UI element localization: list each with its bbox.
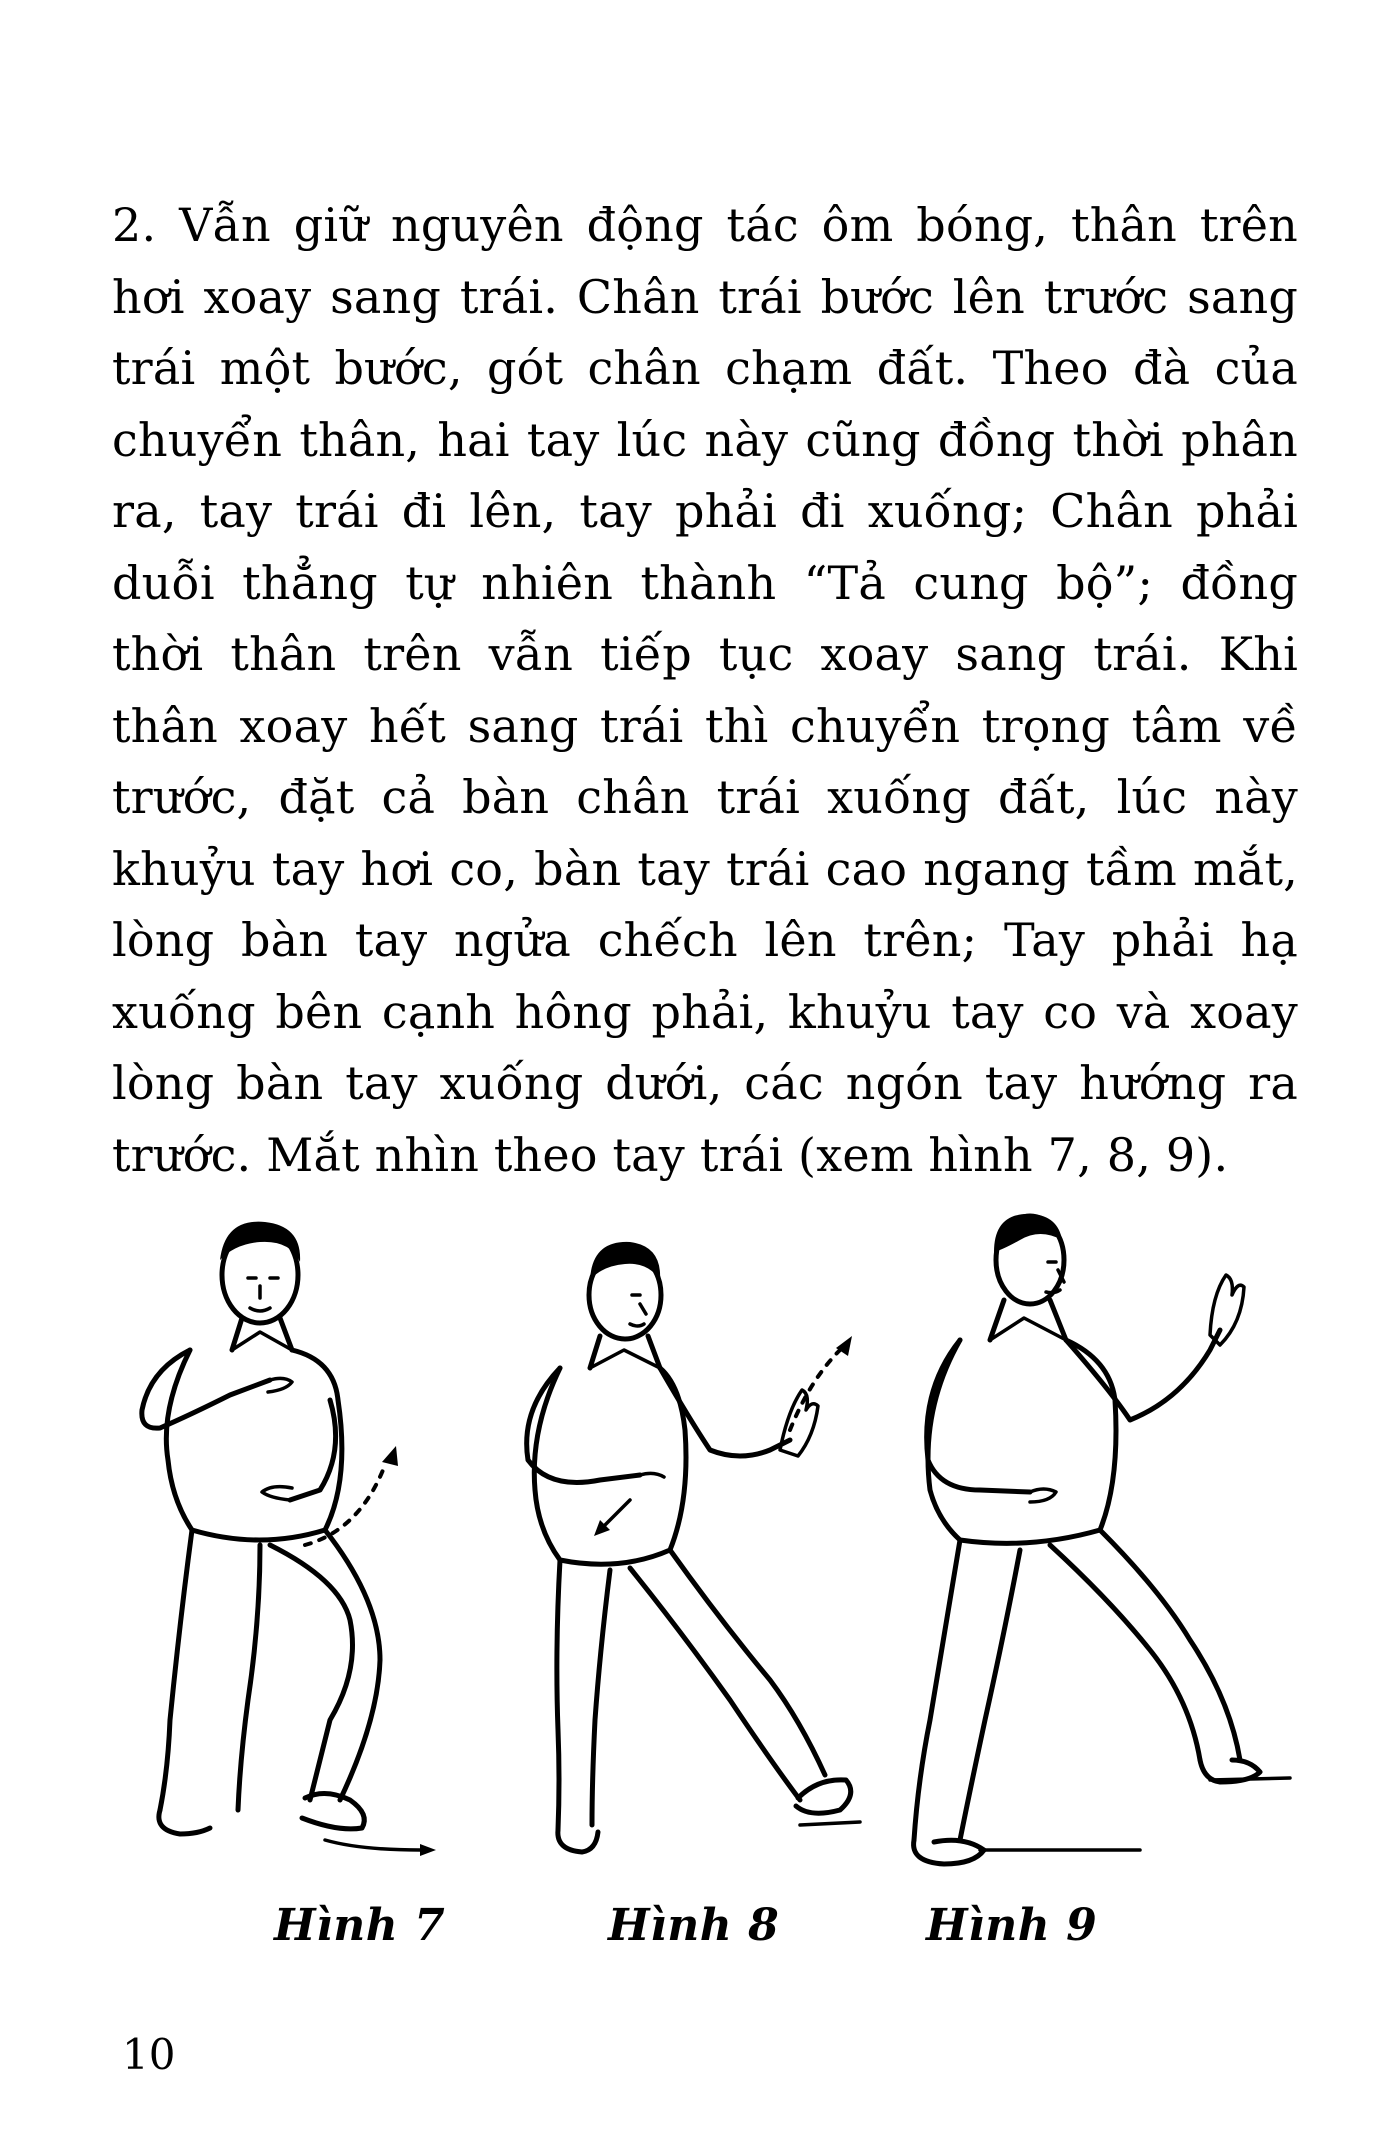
figure-9-illustration (890, 1200, 1300, 1900)
figure-7-drawing (120, 1200, 460, 1900)
figure-8-caption: Hình 8 (608, 1900, 780, 1951)
figure-group (120, 1200, 1300, 1900)
figure-8-drawing (480, 1200, 880, 1900)
instruction-paragraph: 2. Vẫn giữ nguyên động tác ôm bóng, thân trên hơi xoay sang trái. Chân trái bước lên trước sang trái một bước, gót chân chạm đất. Theo đà của chuyển thân, hai tay lúc này cũng đồng thời phân ra, tay trái đi lên, tay phải đi xuống; Chân phải duỗi thẳng tự nhiên thành “Tả cung bộ”; đồng thời thân trên vẫn tiếp tục xoay sang trái. Khi thân xoay hết sang trái thì chuyển trọng tâm về trước, đặt cả bàn chân trái xuống đất, lúc này khuỷu tay hơi co, bàn tay trái cao ngang tầm mắt, lòng bàn tay ngửa chếch lên trên; Tay phải hạ xuống bên cạnh hông phải, khuỷu tay co và xoay lòng bàn tay xuống dưới, các ngón tay hướng ra trước. Mắt nhìn theo tay trái (xem hình 7, 8, 9). (112, 198, 1298, 1182)
page-number: 10 (122, 2030, 176, 2079)
figure-7-illustration (120, 1200, 460, 1900)
figure-8-illustration (480, 1200, 880, 1900)
figure-9-drawing (890, 1200, 1300, 1900)
figure-9-caption: Hình 9 (926, 1900, 1098, 1951)
figure-7-caption: Hình 7 (274, 1900, 446, 1951)
